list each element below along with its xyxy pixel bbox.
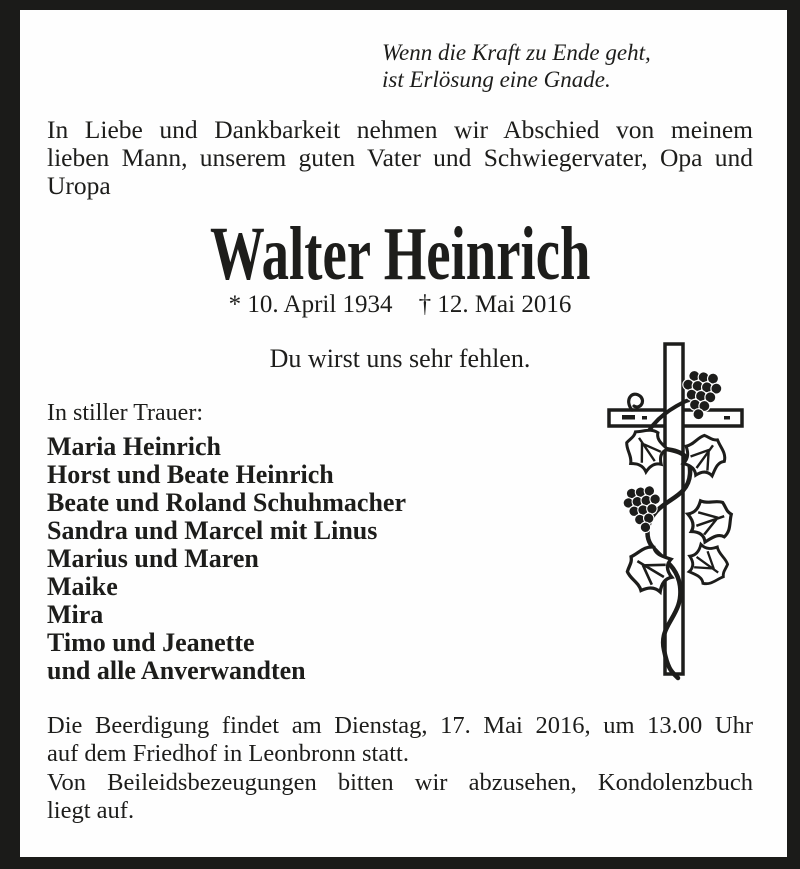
funeral-line-2: auf dem Friedhof in Leonbronn statt. [47, 740, 409, 768]
intro-line-2: lieben Mann, unserem guten Vater und Schwiegervater, Opa und [47, 143, 753, 172]
condolence-line-1: Von Beileidsbezeugungen bitten wir abzusehen, Kondolenzbuch [47, 768, 753, 796]
condolence-line-2: liegt auf. [47, 797, 135, 825]
intro-line-1: In Liebe und Dankbarkeit nehmen wir Abschied von meinem [47, 115, 753, 144]
epigraph-line-1: Wenn die Kraft zu Ende geht, [382, 40, 651, 65]
epigraph [382, 39, 651, 93]
birth-date: * 10. April 1934 [228, 291, 393, 318]
closing-paragraphs [47, 712, 753, 826]
mourner-name: Beate und Roland Schuhmacher [47, 488, 406, 517]
intro-line-3: Uropa [47, 171, 111, 200]
epigraph-line-2: ist Erlösung eine Gnade. [382, 67, 611, 92]
deceased-name-row [47, 212, 753, 296]
mourner-name: Timo und Jeanette [47, 628, 255, 657]
mourner-name: Sandra und Marcel mit Linus [47, 516, 378, 545]
mourner-name: Maria Heinrich [47, 432, 222, 461]
death-date: † 12. Mai 2016 [418, 291, 572, 318]
farewell-line: Du wirst uns sehr fehlen. [269, 344, 531, 373]
mourning-label: In stiller Trauer: [47, 400, 203, 426]
deceased-name: Walter Heinrich [209, 212, 591, 296]
mourner-name: Mira [47, 600, 104, 629]
cross-with-grapevine-icon [598, 340, 748, 680]
obituary-notice [20, 10, 787, 857]
mourner-name: und alle Anverwandten [47, 656, 306, 685]
funeral-line-1: Die Beerdigung findet am Dienstag, 17. Mai 2016, um 13.00 Uhr [47, 712, 753, 739]
mourner-name: Horst und Beate Heinrich [47, 460, 334, 489]
mourner-name: Marius und Maren [47, 544, 259, 573]
life-dates [47, 290, 753, 320]
intro-paragraph [47, 116, 753, 200]
mourner-name: Maike [47, 572, 118, 601]
mourners-list [47, 433, 406, 685]
